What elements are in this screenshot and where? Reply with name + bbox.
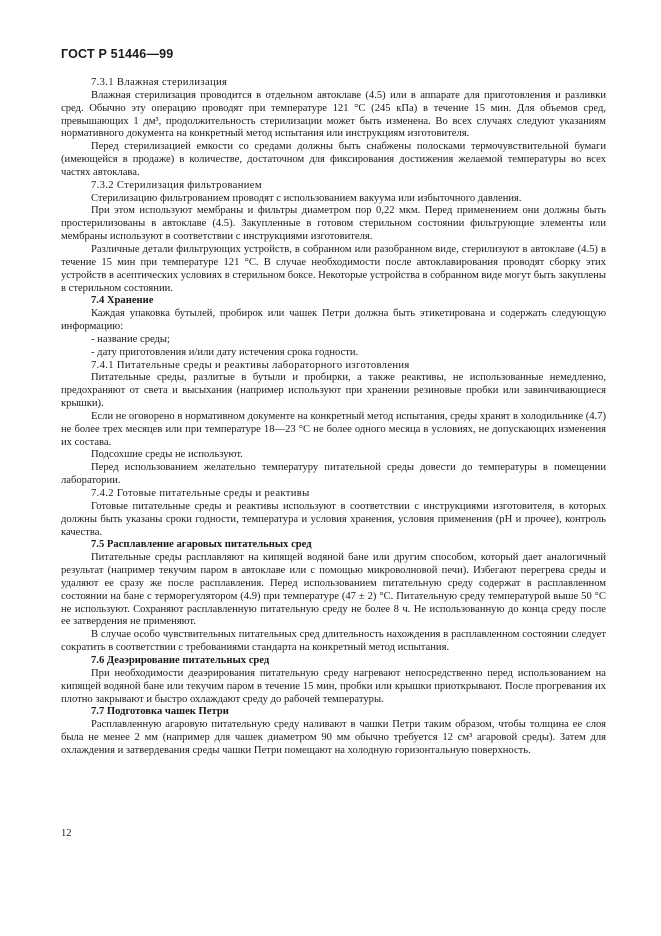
paragraph: Стерилизацию фильтрованием проводят с использованием вакуума или избыточного давления. [91,192,522,204]
section-title: 7.6 Деаэрирование питательных сред [91,654,270,666]
subsection-title: 7.4.1 Питательные среды и реактивы лабораторного изготовления [91,359,410,371]
subsection-title: 7.3.2 Стерилизация фильтрованием [91,179,262,191]
paragraph: Питательные среды, разлитые в бутыли и пробирки, а также реактивы, не использованные немедленно, предохраняют от света и высыхания (например используют при хранении резиновые пробки или завинчивающиеся крышки). [61,372,606,410]
paragraph: При необходимости деаэрирования питательную среду нагревают непосредственно перед использованием на кипящей водяной бане или текучим паром в течение 15 мин, пробки или крышки приоткрывают. После прогревания их плотно закрывают и быстро охлаждают среду до рабочей температуры. [61,667,606,705]
document-header: ГОСТ Р 51446—99 [61,47,174,61]
section-title: 7.5 Расплавление агаровых питательных сред [91,539,312,551]
list-item: - дату приготовления и/или дату истечения срока годности. [91,346,359,358]
paragraph: Перед использованием желательно температуру питательной среды довести до температуры в помещении лаборатории. [61,462,606,487]
list-item: - название среды; [91,333,170,345]
paragraph: Расплавленную агаровую питательную среду наливают в чашки Петри таким образом, чтобы толщина ее слоя была не менее 2 мм (например для чашек диаметром 90 мм обычно требуется 12 см³ агаровой среды). Затем для охлаждения и затвердевания среды чашки Петри помещают на холодную горизонтальную поверхность. [61,719,606,756]
paragraph: При этом используют мембраны и фильтры диаметром пор 0,22 мкм. Перед применением они должны быть простерилизованы в автоклаве (4.5). Закупленные в готовом стерильном состоянии фильтрующие элементы или мембраны используют в соответствии с инструкциями изготовителя. [61,205,606,243]
paragraph: Если не оговорено в нормативном документе на конкретный метод испытания, среды хранят в холодильнике (4.7) не более трех месяцев или при температуре 18—23 °С не более одного месяца в условиях, не допускающих изменения их состава. [61,410,606,448]
paragraph: Каждая упаковка бутылей, пробирок или чашек Петри должна быть этикетирована и содержать следующую информацию: [61,308,606,333]
page-body [61,77,606,758]
page-number: 12 [61,828,72,839]
subsection-title: 7.3.1 Влажная стерилизация [91,77,228,88]
paragraph: Готовые питательные среды и реактивы используют в соответствии с инструкциями изготовителя, в которых должны быть указаны сроки годности, температура и условия хранения, условия применения (рН и прочее), контроль качества. [61,500,606,538]
section-title: 7.4 Хранение [91,295,154,307]
subsection-title: 7.4.2 Готовые питательные среды и реактивы [91,488,310,499]
section-title: 7.7 Подготовка чашек Петри [91,706,229,718]
paragraph: Различные детали фильтрующих устройств, в собранном или разобранном виде, стерилизуют в автоклаве (4.5) в течение 15 мин при температуре 121 °С. В случае необходимости после автоклавирования проводят сборку этих устройств в асептических условиях в стерильном боксе. Некоторые устройства в собранном виде могут быть закуплены в стерильном состоянии. [61,243,606,294]
paragraph: В случае особо чувствительных питательных сред длительность нахождения в расплавленном состоянии следует сократить в соответствии с требованиями стандарта на конкретный метод испытания. [61,629,606,654]
paragraph: Перед стерилизацией емкости со средами должны быть снабжены полосками термочувствительной бумаги (имеющейся в продаже) в количестве, достаточном для фиксирования достижения желаемой температуры во всех частях автоклава. [61,141,606,178]
paragraph: Питательные среды расплавляют на кипящей водяной бане или другим способом, который дает аналогичный результат (например текучим паром в автоклаве или с помощью микроволновой печи). Избегают перегрева среды и удаляют ее сразу же после расплавления. Перед использованием питательную среду содержат в расплавленном состоянии на бане с терморегулятором (4.9) при температуре (47 ± 2) °С. Питательную среду температурой выше 50 °С не используют. Сохраняют расплавленную питательную среду не более 8 ч. Не использованную до конца среду после ее затвердения не применяют. [61,552,606,628]
paragraph: Подсохшие среды не используют. [91,449,243,461]
paragraph: Влажная стерилизация проводится в отдельном автоклаве (4.5) или в аппарате для приготовления и разливки сред. Обычно эту операцию проводят при температуре 121 °С (245 кПа) в течение 15 мин. Для объемов сред, превышающих 1 дм³, продолжительность стерилизации может быть изменена. Во всех случаях следуют указаниям нормативного документа на конкретный метод испытания или инструкциям изготовителя. [61,89,606,140]
